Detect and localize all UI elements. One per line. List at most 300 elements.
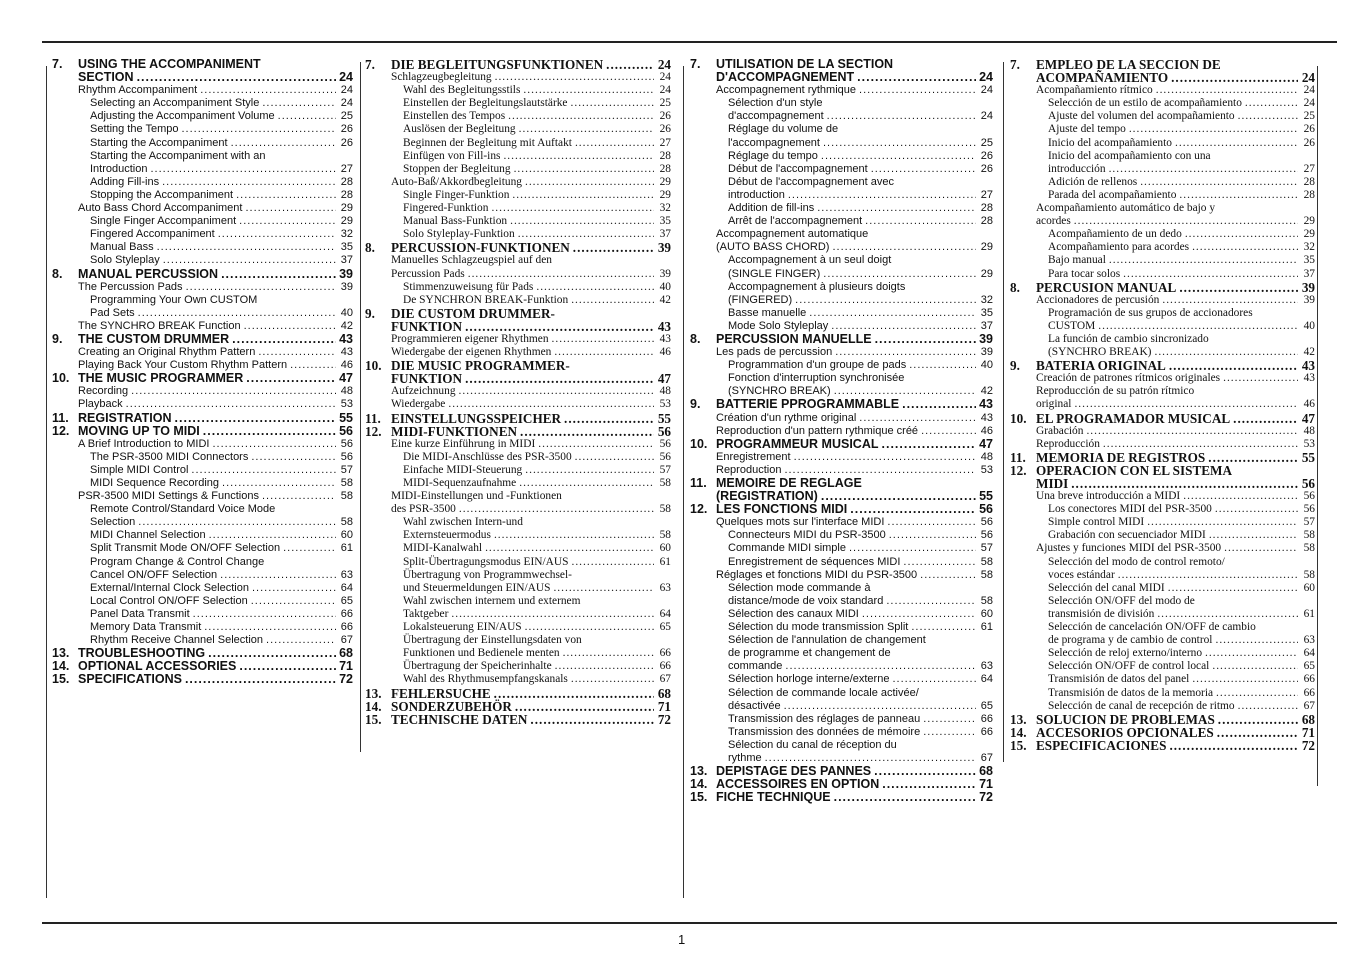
toc-page-number: 26 (659, 123, 671, 136)
toc-chapter-entry (52, 71, 353, 84)
toc-entry (365, 647, 671, 660)
toc-page-number: 32 (1303, 241, 1315, 254)
toc-page-number: 58 (980, 568, 993, 581)
dot-leader (491, 202, 654, 215)
toc-entry-title: MIDI (1036, 476, 1069, 491)
toc-entry-title: FUNKTION (391, 371, 463, 387)
right-margin-rule (1317, 66, 1318, 786)
toc-page-number: 57 (980, 542, 993, 555)
toc-page-number: 66 (340, 607, 353, 620)
toc-entry-title: Recording (78, 385, 129, 398)
toc-entry-title: Setting the Tempo (90, 123, 179, 136)
dot-leader (221, 268, 336, 281)
toc-entry-title: l'accompagnement (728, 136, 820, 149)
toc-entry-title: TECHNISCHE DATEN (391, 711, 528, 727)
toc-entry-title: External/Internal Clock Selection (90, 581, 249, 594)
toc-entry (1010, 268, 1315, 281)
toc-page-number: 64 (659, 607, 671, 620)
toc-chapter-entry (365, 320, 671, 333)
toc-entry-title: Selection (90, 516, 136, 529)
toc-entry-title: rythme (728, 751, 762, 764)
toc-entry (52, 608, 353, 621)
toc-entry-title: Reproducción de su patrón rítmico (1036, 385, 1195, 398)
toc-page-number: 37 (659, 228, 671, 241)
toc-entry (365, 71, 671, 84)
toc-entry (1010, 582, 1315, 595)
toc-entry-title: MIDI Channel Selection (90, 529, 206, 542)
dot-leader (191, 464, 336, 477)
toc-entry (1010, 385, 1315, 398)
toc-entry (365, 556, 671, 569)
toc-entry-title: THE CUSTOM DRUMMER (78, 331, 230, 346)
toc-entry-title: The Percussion Pads (78, 280, 183, 293)
dot-leader (157, 241, 336, 254)
toc-entry-title: d'accompagnement (728, 110, 824, 123)
toc-entry-title: Selección del canal MIDI (1048, 581, 1165, 594)
toc-entry (1010, 687, 1315, 700)
toc-entry-title: acordes (1036, 215, 1071, 228)
toc-entry-title: Inicio del acompañamiento con una (1048, 149, 1211, 162)
toc-entry-title: Adjusting the Accompaniment Volume (90, 110, 275, 123)
toc-entry (365, 451, 671, 464)
toc-page-number: 28 (340, 175, 353, 188)
toc-entry (365, 490, 671, 503)
toc-page-number: 58 (1303, 529, 1315, 542)
toc-page-number: 43 (1303, 372, 1315, 385)
toc-page-number: 53 (340, 398, 353, 411)
toc-page-number: 42 (659, 293, 671, 306)
toc-entry (365, 150, 671, 163)
toc-entry (365, 477, 671, 490)
toc-entry-title: Program Change & Control Change (90, 555, 265, 568)
toc-page-number: 39 (980, 346, 993, 359)
toc-entry-title: MANUAL PERCUSSION (78, 266, 219, 281)
toc-page-number: 48 (1303, 424, 1315, 437)
toc-page-number: 46 (1303, 398, 1315, 411)
toc-entry (690, 84, 993, 97)
toc-page-number: 58 (340, 477, 353, 489)
toc-page-number: 53 (980, 463, 993, 476)
dot-leader (827, 110, 976, 123)
dot-leader (862, 608, 976, 621)
toc-column-spanish (1010, 58, 1315, 752)
toc-entry-title: FICHE TECHNIQUE (716, 790, 831, 805)
dot-leader (1169, 739, 1298, 752)
toc-page-number: 67 (659, 673, 671, 686)
toc-entry (690, 202, 993, 215)
dot-leader (1156, 84, 1298, 97)
toc-entry (365, 503, 671, 516)
toc-entry-title: Sélection d'un style (728, 97, 823, 110)
toc-entry (1010, 660, 1315, 673)
toc-chapter-number: 7. (1010, 57, 1020, 72)
toc-page-number: 55 (339, 410, 353, 425)
toc-page-number: 58 (659, 503, 671, 516)
toc-entry-title: Programación de sus grupos de accionadores (1048, 306, 1253, 319)
toc-entry (690, 412, 993, 425)
dot-leader (1208, 451, 1298, 464)
toc-page-number: 68 (657, 685, 671, 701)
dot-leader (1109, 163, 1298, 176)
toc-entry-title: introduction (728, 188, 785, 201)
dot-leader (1140, 176, 1298, 189)
toc-entry (690, 294, 993, 307)
toc-chapter-entry (1010, 281, 1315, 294)
toc-page-number: 27 (980, 188, 993, 201)
toc-entry (365, 97, 671, 110)
toc-page-number: 24 (980, 110, 993, 123)
toc-entry-title: Remote Control/Standard Voice Mode (90, 503, 276, 516)
toc-page-number: 56 (339, 423, 353, 438)
toc-entry (690, 529, 993, 542)
toc-entry (365, 137, 671, 150)
toc-chapter-number: 13. (1010, 711, 1027, 727)
toc-chapter-number: 11. (1010, 449, 1026, 465)
toc-page-number: 39 (659, 267, 671, 280)
toc-chapter-number: 14. (690, 777, 708, 792)
dot-leader (857, 71, 976, 84)
toc-page-number: 58 (1303, 568, 1315, 581)
toc-page-number: 43 (339, 331, 353, 346)
toc-entry (365, 215, 671, 228)
toc-entry (1010, 294, 1315, 307)
toc-entry-title: Ajuste del tempo (1048, 123, 1126, 136)
toc-entry-title: Grabación con secuenciador MIDI (1048, 529, 1206, 542)
toc-entry (365, 254, 671, 267)
toc-entry-title: Début de l'accompagnement avec (728, 175, 894, 188)
toc-entry-title: Wahl zwischen Intern-und (403, 516, 523, 529)
dot-leader (1245, 97, 1298, 110)
toc-entry-title: de programme et changement de (728, 647, 891, 660)
toc-page-number: 66 (1303, 686, 1315, 699)
toc-entry (52, 595, 353, 608)
toc-entry (52, 385, 353, 398)
toc-page-number: 29 (1303, 228, 1315, 241)
toc-entry-title: Programmation d'un groupe de pads (728, 359, 907, 372)
dot-leader (795, 294, 976, 307)
toc-entry-title: SPECIFICATIONS (78, 672, 182, 687)
toc-entry-title: Einfache MIDI-Steuerung (403, 463, 523, 476)
dot-leader (138, 516, 336, 529)
toc-entry-title: FEHLERSUCHE (391, 685, 491, 701)
toc-page-number: 56 (1303, 503, 1315, 516)
dot-leader (222, 477, 336, 490)
toc-entry (1010, 595, 1315, 608)
dot-leader (525, 621, 654, 634)
toc-page-number: 43 (657, 318, 671, 334)
dot-leader (571, 673, 654, 686)
dot-leader (193, 608, 336, 621)
toc-entry-title: und Steuermeldungen EIN/AUS (403, 581, 551, 594)
toc-entry-title: (SYNCHRO BREAK) (1048, 346, 1152, 359)
toc-page-number: 39 (340, 280, 353, 293)
toc-page-number: 57 (1303, 516, 1315, 529)
toc-entry (690, 451, 993, 464)
dot-leader (785, 660, 976, 673)
toc-chapter-number: 12. (690, 502, 708, 517)
toc-entry-title: Selección del modo de control remoto/ (1048, 555, 1225, 568)
toc-page-number: 24 (1301, 70, 1315, 86)
toc-entry (690, 687, 993, 700)
toc-entry (365, 281, 671, 294)
dot-leader (200, 84, 336, 97)
toc-entry-title: Simple MIDI Control (90, 463, 189, 476)
toc-entry-title: Auto-Baß/Akkordbegleitung (391, 175, 522, 188)
toc-page-number: 40 (1303, 319, 1315, 332)
toc-entry (690, 346, 993, 359)
dot-leader (1169, 359, 1298, 372)
toc-entry-title: Accionadores de percusión (1036, 293, 1160, 306)
toc-page-number: 63 (980, 660, 993, 673)
toc-entry (365, 333, 671, 346)
toc-entry (690, 673, 993, 686)
toc-entry-title: SECTION (78, 70, 134, 85)
toc-page-number: 47 (1301, 410, 1315, 426)
toc-entry-title: Creación de patrones rítmicos originales (1036, 372, 1221, 385)
dot-leader (809, 307, 976, 320)
toc-chapter-number: 13. (365, 685, 382, 701)
dot-leader (231, 137, 336, 150)
toc-entry-title: Reproduction (716, 463, 782, 476)
toc-page-number: 43 (979, 397, 993, 412)
toc-chapter-number: 8. (1010, 279, 1020, 295)
toc-entry-title: Mode Solo Styleplay (728, 319, 829, 332)
dot-leader (1175, 137, 1298, 150)
dot-leader (150, 163, 336, 176)
toc-entry (1010, 503, 1315, 516)
toc-page-number: 55 (979, 489, 993, 504)
toc-entry (52, 320, 353, 333)
toc-page-number: 65 (659, 621, 671, 634)
dot-leader (232, 333, 336, 346)
toc-entry-title: Réglage du volume de (728, 123, 839, 136)
toc-page-number: 43 (980, 411, 993, 424)
toc-entry-title: FUNKTION (391, 318, 463, 334)
toc-entry-title: Sélection de commande locale activée/ (728, 686, 919, 699)
toc-entry-title: Accompagnement automatique (716, 228, 869, 241)
toc-entry-title: Parada del acompañamiento (1048, 188, 1177, 201)
toc-entry (690, 123, 993, 136)
toc-page-number: 40 (980, 359, 993, 372)
toc-entry (1010, 490, 1315, 503)
dot-leader (892, 673, 976, 686)
toc-page-number: 24 (340, 84, 353, 97)
toc-entry (690, 189, 993, 202)
toc-chapter-entry (690, 438, 993, 451)
toc-page-number: 26 (1303, 123, 1315, 136)
toc-entry (52, 176, 353, 189)
toc-chapter-entry (52, 333, 353, 346)
toc-page-number: 71 (1301, 724, 1315, 740)
dot-leader (859, 84, 976, 97)
toc-entry-title: DIE BEGLEITUNGSFUNKTIONEN (391, 57, 604, 72)
toc-page-number: 28 (340, 188, 353, 201)
toc-chapter-number: 9. (690, 397, 701, 412)
toc-entry-title: Rhythm Receive Channel Selection (90, 634, 264, 647)
toc-page-number: 66 (1303, 673, 1315, 686)
toc-entry-title: The PSR-3500 MIDI Connectors (90, 450, 249, 463)
toc-entry (1010, 621, 1315, 634)
toc-entry (52, 163, 353, 176)
toc-page-number: 61 (980, 621, 993, 634)
dot-leader (495, 71, 654, 84)
toc-entry (365, 464, 671, 477)
dot-leader (606, 58, 654, 71)
dot-leader (220, 569, 336, 582)
toc-entry-title: Sélection de l'annulation de changement (728, 634, 926, 647)
dot-leader (817, 202, 976, 215)
toc-entry-title: Adición de rellenos (1048, 175, 1138, 188)
toc-page-number: 57 (340, 463, 353, 476)
toc-entry (690, 647, 993, 660)
toc-entry (52, 582, 353, 595)
dot-leader (1109, 254, 1298, 267)
toc-entry-title: introducción (1048, 162, 1106, 175)
toc-entry-title: Stopping the Accompaniment (90, 188, 234, 201)
top-rule (42, 41, 1337, 43)
dot-leader (1216, 687, 1298, 700)
toc-entry (690, 713, 993, 726)
toc-entry (1010, 84, 1315, 97)
dot-leader (921, 425, 976, 438)
toc-page-number: 29 (980, 241, 993, 254)
toc-entry-title: Manual Bass (90, 241, 154, 254)
toc-chapter-entry (365, 700, 671, 713)
toc-page-number: 66 (659, 660, 671, 673)
toc-entry-title: Quelques mots sur l'interface MIDI (716, 516, 885, 529)
dot-leader (823, 268, 976, 281)
toc-entry-title: DIE CUSTOM DRUMMER- (391, 305, 555, 321)
toc-entry-title: BATERIA ORIGINAL (1036, 358, 1166, 374)
dot-leader (508, 110, 654, 123)
toc-entry (52, 215, 353, 228)
toc-entry-title: Einstellen des Tempos (403, 110, 506, 123)
toc-entry-title: Sélection du mode transmission Split (728, 621, 909, 634)
toc-chapter-number: 15. (1010, 737, 1027, 753)
toc-page-number: 61 (659, 555, 671, 568)
toc-entry-title: Selección de canal de recepción de ritmo (1048, 699, 1235, 712)
toc-entry (52, 569, 353, 582)
toc-entry-title: Programmieren eigener Rhythmen (391, 332, 549, 345)
toc-page-number: 56 (657, 423, 671, 439)
toc-chapter-entry (365, 241, 671, 254)
toc-entry-title: Ajuste del volumen del acompañamiento (1048, 110, 1235, 123)
toc-entry-title: ACCESSOIRES EN OPTION (716, 777, 880, 792)
toc-page-number: 27 (1303, 162, 1315, 175)
dot-leader (459, 385, 654, 398)
toc-page-number: 28 (659, 149, 671, 162)
dot-leader (1168, 582, 1298, 595)
toc-page-number: 28 (1303, 175, 1315, 188)
toc-entry (365, 569, 671, 582)
toc-entry (1010, 97, 1315, 110)
toc-entry-title: The SYNCHRO BREAK Function (78, 319, 241, 332)
dot-leader (262, 97, 336, 110)
toc-entry-title: Simple control MIDI (1048, 516, 1145, 529)
toc-page-number: 28 (980, 215, 993, 228)
dot-leader (239, 660, 336, 673)
dot-leader (831, 320, 976, 333)
dot-leader (1147, 516, 1298, 529)
toc-entry-title: Creating an Original Rhythm Pattern (78, 346, 256, 359)
toc-entry-title: PROGRAMMEUR MUSICAL (716, 436, 879, 451)
toc-entry-title: Wiedergabe der eigenen Rhythmen (391, 346, 552, 359)
toc-page-number: 24 (979, 70, 993, 85)
toc-page-number: 58 (980, 594, 993, 607)
toc-entry-title: Wahl zwischen internem und externem (403, 594, 581, 607)
toc-entry (52, 438, 353, 451)
toc-entry (1010, 542, 1315, 555)
toc-page-number: 56 (1301, 476, 1315, 491)
toc-chapter-number: 12. (52, 423, 70, 438)
toc-entry-title: Wahl des Rhythmusempfangskanals (403, 673, 568, 686)
toc-entry (365, 660, 671, 673)
toc-chapter-number: 15. (690, 790, 708, 805)
dot-leader (555, 660, 654, 673)
toc-chapter-number: 15. (365, 711, 382, 727)
toc-column-german (365, 58, 671, 726)
dot-leader (1218, 713, 1298, 726)
toc-page-number: 65 (1303, 660, 1315, 673)
toc-page-number: 58 (980, 555, 993, 568)
dot-leader (835, 346, 976, 359)
toc-page-number: 27 (340, 162, 353, 175)
toc-entry-title: CUSTOM (1048, 319, 1096, 332)
toc-page-number: 67 (980, 751, 993, 764)
toc-entry-title: Arrêt de l'accompagnement (728, 215, 863, 228)
toc-entry (1010, 700, 1315, 713)
toc-page-number: 64 (340, 581, 353, 594)
dot-leader (564, 412, 654, 425)
toc-page-number: 53 (1303, 437, 1315, 450)
toc-entry-title: Aufzeichnung (391, 385, 456, 398)
toc-entry-title: TROUBLESHOOTING (78, 646, 206, 661)
toc-entry (1010, 189, 1315, 202)
dot-leader (185, 673, 336, 686)
toc-page-number: 46 (980, 424, 993, 437)
toc-entry-title: MIDI-Kanalwahl (403, 542, 483, 555)
toc-page-number: 35 (340, 241, 353, 254)
toc-entry (52, 228, 353, 241)
toc-entry-title: Selección de un estilo de acompañamiento (1048, 97, 1242, 110)
toc-page-number: 66 (980, 725, 993, 738)
toc-page-number: 24 (1303, 97, 1315, 110)
dot-leader (126, 398, 336, 411)
dot-leader (525, 464, 654, 477)
toc-entry (1010, 150, 1315, 163)
toc-chapter-number: 9. (365, 305, 375, 321)
toc-entry-title: Acompañamiento rítmico (1036, 84, 1153, 97)
toc-entry (1010, 307, 1315, 320)
toc-page-number: 60 (659, 542, 671, 555)
toc-entry-title: Auslösen der Begleitung (403, 123, 516, 136)
dot-leader (514, 163, 654, 176)
toc-entry (52, 189, 353, 202)
dot-leader (251, 595, 336, 608)
dot-leader (137, 71, 336, 84)
dot-leader (1071, 477, 1298, 490)
toc-entry-title: MOVING UP TO MIDI (78, 423, 200, 438)
toc-chapter-number: 11. (52, 410, 69, 425)
toc-entry-title: Lokalsteuerung EIN/AUS (403, 621, 522, 634)
dot-leader (886, 595, 976, 608)
toc-entry (365, 542, 671, 555)
toc-page-number: 68 (1301, 711, 1315, 727)
toc-entry-title: La función de cambio sincronizado (1048, 332, 1209, 345)
dot-leader (212, 438, 336, 451)
toc-chapter-number: 7. (365, 57, 375, 72)
toc-chapter-entry (52, 372, 353, 385)
